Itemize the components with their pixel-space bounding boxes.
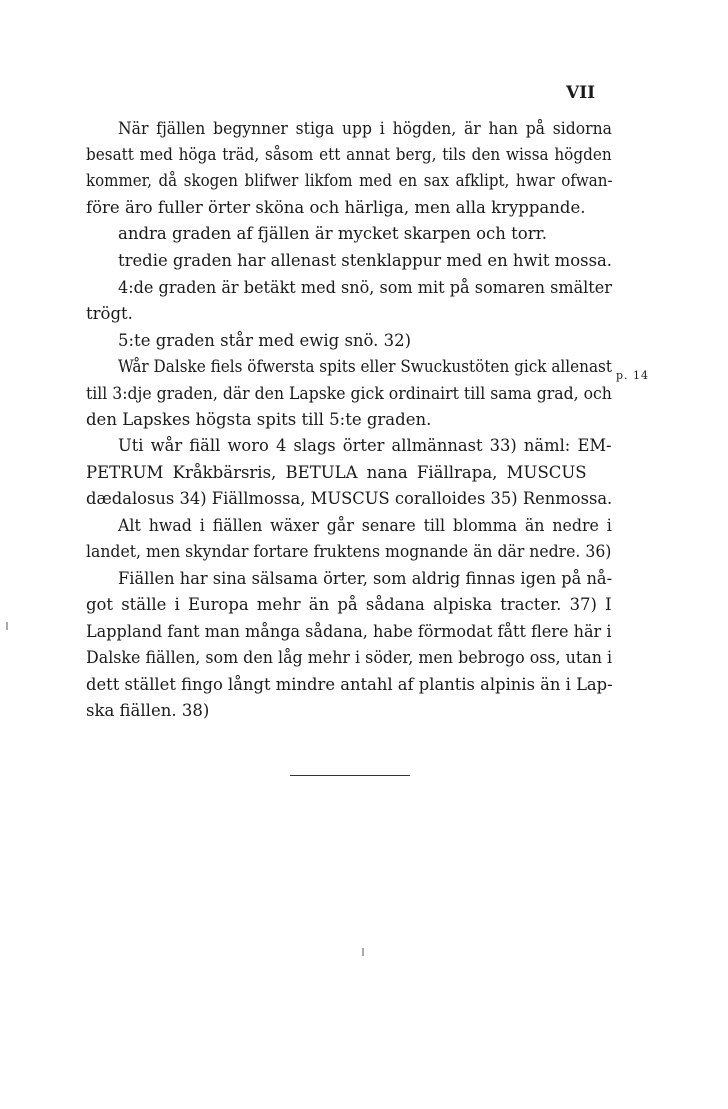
text-line: Fiällen har sina sälsama örter, som aldrig finnas igen på nå- — [118, 569, 613, 588]
text-line: ska fiällen. 38) — [86, 701, 210, 720]
text-line: den Lapskes högsta spits till 5:te graden. — [86, 410, 432, 429]
text-line: got ställe i Europa mehr än på sådana alpiska tracter. 37) I — [86, 595, 612, 614]
text-line: före äro fuller örter sköna och härliga, men alla kryppande. — [86, 198, 586, 217]
text-line: besatt med höga träd, såsom ett annat berg, tils den wissa högden — [86, 145, 612, 164]
text-line: 4:de graden är betäkt med snö, som mit på somaren smälter — [118, 278, 612, 297]
text-line: Wår Dalske fiels öfwersta spits eller Swuckustöten gick allenast — [118, 357, 612, 376]
text-line: tredie graden har allenast stenklappur med en hwit mossa. — [118, 251, 613, 270]
text-line: Lappland fant man många sådana, habe förmodat fått flere här i — [86, 622, 612, 641]
text-line: Uti wår fiäll woro 4 slags örter allmännast 33) näml: EM- — [118, 436, 612, 455]
text-line: Dalske fiällen, som den låg mehr i söder, men bebrogo oss, utan i — [86, 648, 613, 667]
scan-mark — [362, 948, 364, 956]
text-line: till 3:dje graden, där den Lapske gick ordinairt till sama grad, och — [86, 384, 612, 403]
margin-note: p. 14 — [616, 369, 650, 382]
scan-mark — [6, 622, 8, 630]
text-line: När fjällen begynner stiga upp i högden, är han på sidorna — [118, 119, 612, 138]
text-line: andra graden af fjällen är mycket skarpen och torr. — [118, 224, 547, 243]
text-line: kommer, då skogen blifwer likfom med en sax afklipt, hwar ofwan- — [86, 171, 613, 190]
page-number: VII — [566, 83, 596, 103]
text-line: dett stället fingo långt mindre antahl af plantis alpinis än i Lap- — [86, 675, 613, 694]
text-line: dædalosus 34) Fiällmossa, MUSCUS coralloides 35) Renmossa. — [86, 489, 613, 508]
text-line: Alt hwad i fiällen wäxer går senare till blomma än nedre i — [118, 516, 612, 535]
text-line: landet, men skyndar fortare fruktens mognande än där nedre. 36) — [86, 542, 612, 561]
text-line: PETRUM Kråkbärsris, BETULA nana Fiällrapa, MUSCUS — [86, 463, 587, 482]
text-line: trögt. — [86, 304, 133, 323]
text-line: 5:te graden står med ewig snö. 32) — [118, 331, 412, 350]
section-rule — [290, 775, 410, 776]
